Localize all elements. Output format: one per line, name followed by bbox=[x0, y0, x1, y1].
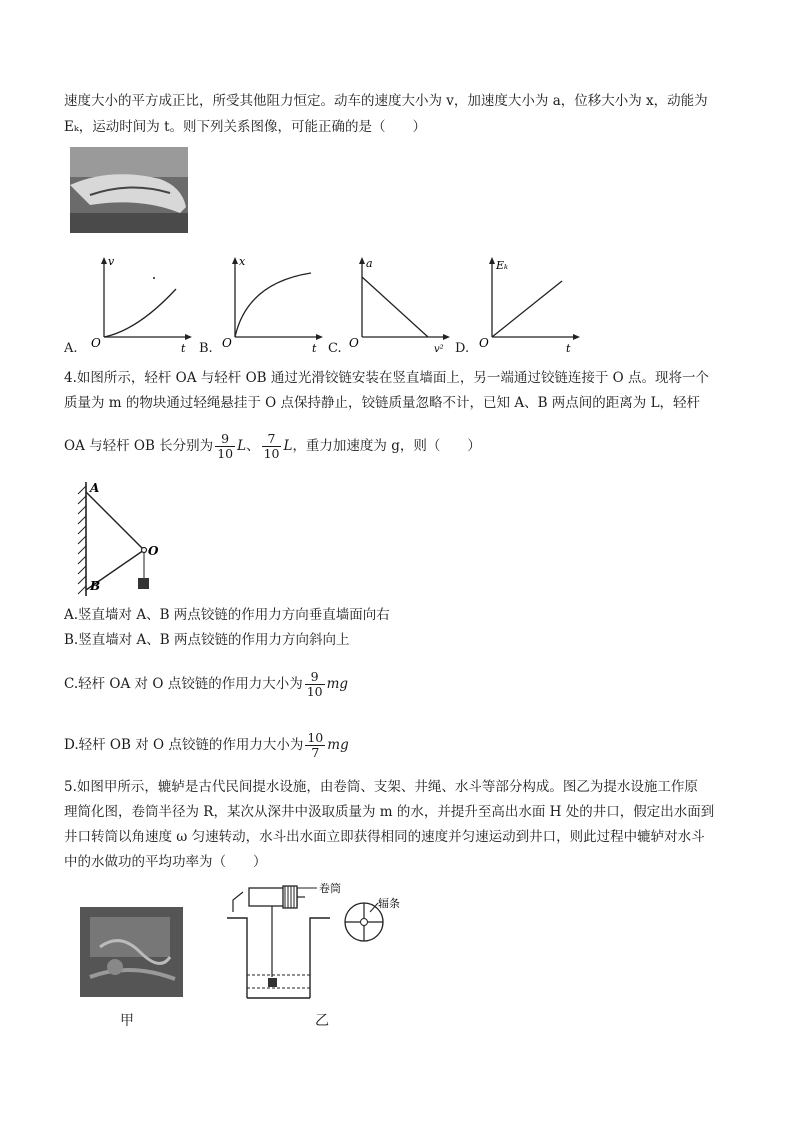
q4-option-d-fraction bbox=[305, 731, 325, 760]
q4-hinge-diagram bbox=[68, 478, 178, 600]
q3-graph-d bbox=[476, 255, 581, 355]
q4-option-d-unit: mg bbox=[327, 737, 349, 753]
q3-graph-b-origin: O bbox=[222, 336, 232, 350]
q4-fraction-oa bbox=[215, 432, 235, 461]
caption-yi: 乙 bbox=[315, 1013, 329, 1029]
q4-text-line1: 4.如图所示，轻杆 OA 与轻杆 OB 通过光滑铰链安装在竖直墙面上，另一端通过铰链连接于 O 点。现将一个 bbox=[64, 370, 709, 386]
caption-jia: 甲 bbox=[120, 1013, 134, 1029]
q3-text-line2: Eₖ，运动时间为 t。则下列关系图像，可能正确的是（ ） bbox=[64, 119, 426, 135]
q4-var-l2: L bbox=[283, 438, 293, 454]
q4-frac1-den: 10 bbox=[217, 446, 234, 461]
q4-line3-pre: OA 与轻杆 OB 长分别为 bbox=[64, 438, 214, 454]
q5-text-line3: 井口转筒以角速度 ω 匀速转动，水斗出水面立即获得相同的速度并匀速运动到井口，则此过程中辘轳对水斗 bbox=[64, 829, 705, 845]
q4-option-d bbox=[64, 727, 349, 763]
q3-graph-c-xlabel: v² bbox=[434, 344, 444, 355]
q4-label-a: A bbox=[90, 481, 100, 495]
q4-text-line3 bbox=[64, 428, 481, 464]
q3-graph-a-origin: O bbox=[91, 336, 101, 350]
q4-var-l1: L bbox=[237, 438, 247, 454]
q4-text-line2: 质量为 m 的物块通过轻绳悬挂于 O 点保持静止，铰链质量忽略不计，已知 A、B 两点间的距离为 L，轻杆 bbox=[64, 395, 701, 411]
q4-option-c-text: C.轻杆 OA 对 O 点铰链的作用力大小为 bbox=[64, 676, 303, 692]
q3-option-c-letter: C. bbox=[328, 341, 342, 356]
q4-fraction-ob bbox=[262, 432, 282, 461]
q3-graph-c-origin: O bbox=[349, 336, 359, 350]
q3-graph-d-xlabel: t bbox=[566, 342, 571, 355]
q4-frac2-num: 7 bbox=[262, 432, 282, 447]
q3-option-b-letter: B. bbox=[199, 341, 213, 356]
windlass-diagram bbox=[225, 878, 400, 1000]
windlass-photo bbox=[80, 907, 183, 997]
q3-option-a-letter: A. bbox=[64, 341, 78, 356]
q3-graph-a-xlabel: t bbox=[181, 342, 186, 355]
q3-graph-d-origin: O bbox=[479, 336, 489, 350]
q4-line3-post: ，重力加速度为 g，则（ ） bbox=[292, 438, 481, 454]
q3-graph-a bbox=[88, 255, 193, 355]
q4-label-o: O bbox=[148, 544, 159, 558]
q4-option-a: A.竖直墙对 A、B 两点铰链的作用力方向垂直墙面向右 bbox=[64, 607, 390, 623]
q4-sep: 、 bbox=[246, 438, 260, 454]
q3-graph-d-ylabel: Eₖ bbox=[496, 259, 509, 272]
q3-text-line1: 速度大小的平方成正比，所受其他阻力恒定。动车的速度大小为 v，加速度大小为 a，位移大小为 x，动能为 bbox=[64, 93, 708, 109]
q3-graph-a-ylabel: v bbox=[108, 255, 115, 268]
label-drum: 卷筒 bbox=[319, 882, 341, 895]
train-photo bbox=[70, 147, 188, 233]
label-spoke: 辐条 bbox=[378, 897, 400, 910]
q4-frac2-den: 10 bbox=[263, 446, 280, 461]
q3-graph-b bbox=[219, 255, 324, 355]
q5-text-line4: 中的水做功的平均功率为（ ） bbox=[64, 854, 267, 870]
q4-option-d-text: D.轻杆 OB 对 O 点铰链的作用力大小为 bbox=[64, 737, 304, 753]
q4-optc-num: 9 bbox=[305, 670, 325, 685]
q3-graph-b-xlabel: t bbox=[312, 342, 317, 355]
q4-frac1-num: 9 bbox=[215, 432, 235, 447]
q4-optd-den: 7 bbox=[311, 745, 320, 760]
q4-optc-den: 10 bbox=[306, 684, 323, 699]
q3-option-d-letter: D. bbox=[455, 341, 470, 356]
q5-text-line2: 理简化图，卷筒半径为 R，某次从深井中汲取质量为 m 的水，并提升至高出水面 H 处的井口，假定出水面到 bbox=[64, 804, 715, 820]
q4-option-b: B.竖直墙对 A、B 两点铰链的作用力方向斜向上 bbox=[64, 632, 350, 648]
q4-label-b: B bbox=[90, 579, 101, 593]
q3-graph-b-ylabel: x bbox=[239, 255, 246, 268]
q4-option-c-unit: mg bbox=[326, 676, 349, 692]
q5-text-line1: 5.如图甲所示，辘轳是古代民间提水设施，由卷筒、支架、井绳、水斗等部分构成。图乙为提水设施工作原 bbox=[64, 779, 698, 795]
q4-option-c-fraction bbox=[305, 670, 325, 699]
q4-option-c bbox=[64, 666, 348, 702]
q3-graph-c bbox=[346, 255, 451, 355]
q4-optd-num: 10 bbox=[307, 730, 324, 745]
q3-graph-c-ylabel: a bbox=[366, 257, 373, 270]
